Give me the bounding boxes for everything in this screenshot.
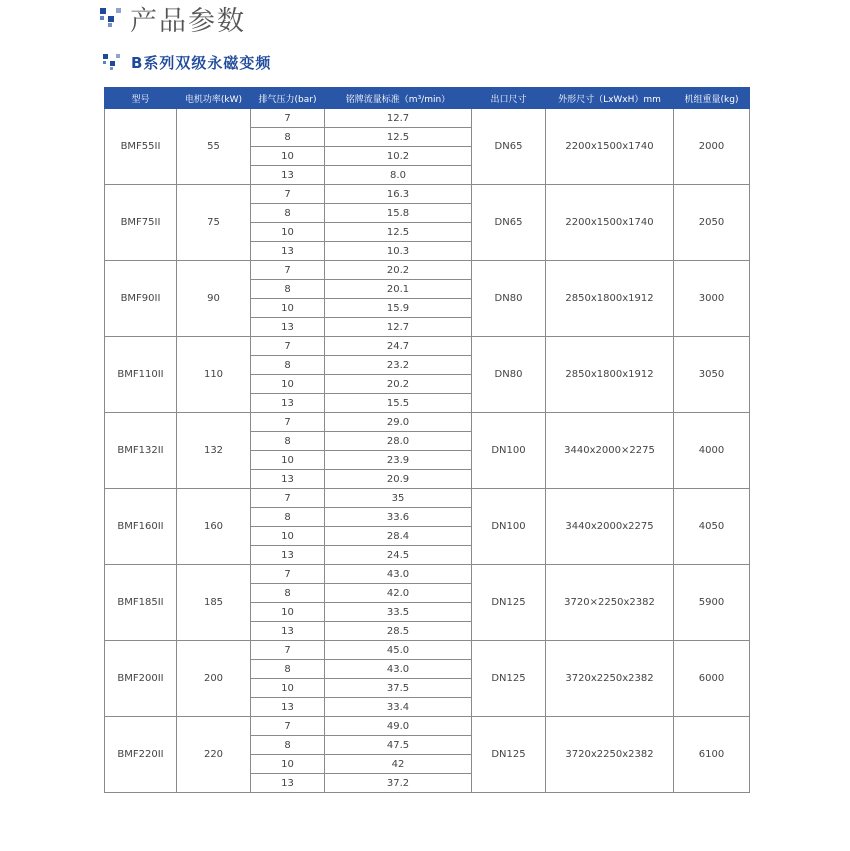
model-cell: BMF90II	[105, 261, 177, 337]
flow-cell: 24.5	[325, 546, 472, 565]
flow-cell: 47.5	[325, 736, 472, 755]
flow-cell: 15.8	[325, 204, 472, 223]
dimensions-cell: 3720×2250x2382	[546, 565, 674, 641]
brand-squares-icon	[100, 8, 122, 28]
table-header-row	[105, 88, 750, 109]
outlet-cell: DN100	[472, 489, 546, 565]
dimensions-cell: 2850x1800x1912	[546, 261, 674, 337]
weight-cell: 3000	[674, 261, 750, 337]
pressure-cell: 10	[251, 223, 325, 242]
flow-cell: 10.3	[325, 242, 472, 261]
pressure-cell: 13	[251, 698, 325, 717]
flow-cell: 29.0	[325, 413, 472, 432]
pressure-cell: 10	[251, 679, 325, 698]
col-header-outlet: 出口尺寸	[472, 88, 546, 109]
flow-cell: 16.3	[325, 185, 472, 204]
pressure-cell: 7	[251, 109, 325, 128]
pressure-cell: 10	[251, 451, 325, 470]
pressure-cell: 8	[251, 280, 325, 299]
table-body	[105, 109, 750, 793]
table-row	[105, 489, 750, 508]
pressure-cell: 8	[251, 584, 325, 603]
flow-cell: 20.1	[325, 280, 472, 299]
flow-cell: 35	[325, 489, 472, 508]
power-cell: 160	[177, 489, 251, 565]
weight-cell: 6000	[674, 641, 750, 717]
pressure-cell: 8	[251, 432, 325, 451]
pressure-cell: 7	[251, 185, 325, 204]
pressure-cell: 7	[251, 337, 325, 356]
power-cell: 55	[177, 109, 251, 185]
flow-cell: 20.2	[325, 261, 472, 280]
pressure-cell: 13	[251, 546, 325, 565]
col-header-flow: 铭牌流量标准（m³/min）	[325, 88, 472, 109]
table-row	[105, 185, 750, 204]
flow-cell: 20.2	[325, 375, 472, 394]
pressure-cell: 13	[251, 394, 325, 413]
flow-cell: 12.5	[325, 223, 472, 242]
power-cell: 75	[177, 185, 251, 261]
page-header	[100, 0, 246, 36]
flow-cell: 49.0	[325, 717, 472, 736]
power-cell: 110	[177, 337, 251, 413]
dimensions-cell: 3440x2000x2275	[546, 489, 674, 565]
outlet-cell: DN80	[472, 337, 546, 413]
pressure-cell: 8	[251, 356, 325, 375]
table-row	[105, 337, 750, 356]
model-cell: BMF55II	[105, 109, 177, 185]
weight-cell: 5900	[674, 565, 750, 641]
flow-cell: 42.0	[325, 584, 472, 603]
pressure-cell: 7	[251, 261, 325, 280]
flow-cell: 43.0	[325, 565, 472, 584]
pressure-cell: 10	[251, 755, 325, 774]
flow-cell: 24.7	[325, 337, 472, 356]
table-row	[105, 717, 750, 736]
table-row	[105, 109, 750, 128]
model-cell: BMF110II	[105, 337, 177, 413]
flow-cell: 15.5	[325, 394, 472, 413]
table-row	[105, 413, 750, 432]
pressure-cell: 7	[251, 641, 325, 660]
flow-cell: 28.0	[325, 432, 472, 451]
pressure-cell: 10	[251, 527, 325, 546]
model-cell: BMF160II	[105, 489, 177, 565]
pressure-cell: 8	[251, 736, 325, 755]
col-header-weight: 机组重量(kg)	[674, 88, 750, 109]
pressure-cell: 7	[251, 565, 325, 584]
pressure-cell: 13	[251, 318, 325, 337]
weight-cell: 4000	[674, 413, 750, 489]
pressure-cell: 8	[251, 508, 325, 527]
flow-cell: 8.0	[325, 166, 472, 185]
flow-cell: 12.7	[325, 109, 472, 128]
outlet-cell: DN125	[472, 565, 546, 641]
section-title: B系列双级永磁变频	[131, 53, 272, 72]
table-row	[105, 641, 750, 660]
flow-cell: 20.9	[325, 470, 472, 489]
flow-cell: 42	[325, 755, 472, 774]
pressure-cell: 8	[251, 128, 325, 147]
pressure-cell: 13	[251, 470, 325, 489]
pressure-cell: 7	[251, 717, 325, 736]
dimensions-cell: 2850x1800x1912	[546, 337, 674, 413]
dimensions-cell: 2200x1500x1740	[546, 185, 674, 261]
outlet-cell: DN100	[472, 413, 546, 489]
pressure-cell: 7	[251, 489, 325, 508]
flow-cell: 33.5	[325, 603, 472, 622]
power-cell: 132	[177, 413, 251, 489]
flow-cell: 37.2	[325, 774, 472, 793]
pressure-cell: 10	[251, 603, 325, 622]
flow-cell: 33.4	[325, 698, 472, 717]
flow-cell: 28.4	[325, 527, 472, 546]
flow-cell: 28.5	[325, 622, 472, 641]
power-cell: 185	[177, 565, 251, 641]
weight-cell: 3050	[674, 337, 750, 413]
pressure-cell: 13	[251, 242, 325, 261]
col-header-power: 电机功率(kW)	[177, 88, 251, 109]
model-cell: BMF220II	[105, 717, 177, 793]
pressure-cell: 13	[251, 774, 325, 793]
power-cell: 200	[177, 641, 251, 717]
section-squares-icon	[103, 54, 121, 70]
weight-cell: 2050	[674, 185, 750, 261]
model-cell: BMF75II	[105, 185, 177, 261]
power-cell: 90	[177, 261, 251, 337]
flow-cell: 15.9	[325, 299, 472, 318]
power-cell: 220	[177, 717, 251, 793]
col-header-dimensions: 外形尺寸（LxWxH）mm	[546, 88, 674, 109]
flow-cell: 43.0	[325, 660, 472, 679]
model-cell: BMF200II	[105, 641, 177, 717]
dimensions-cell: 2200x1500x1740	[546, 109, 674, 185]
outlet-cell: DN65	[472, 109, 546, 185]
outlet-cell: DN125	[472, 641, 546, 717]
pressure-cell: 13	[251, 166, 325, 185]
section-header	[103, 52, 271, 72]
pressure-cell: 8	[251, 660, 325, 679]
flow-cell: 37.5	[325, 679, 472, 698]
model-cell: BMF185II	[105, 565, 177, 641]
dimensions-cell: 3440x2000×2275	[546, 413, 674, 489]
table-row	[105, 261, 750, 280]
pressure-cell: 10	[251, 375, 325, 394]
outlet-cell: DN125	[472, 717, 546, 793]
flow-cell: 12.5	[325, 128, 472, 147]
weight-cell: 2000	[674, 109, 750, 185]
flow-cell: 45.0	[325, 641, 472, 660]
flow-cell: 23.2	[325, 356, 472, 375]
pressure-cell: 8	[251, 204, 325, 223]
spec-table	[104, 87, 750, 793]
flow-cell: 12.7	[325, 318, 472, 337]
weight-cell: 6100	[674, 717, 750, 793]
col-header-pressure: 排气压力(bar)	[251, 88, 325, 109]
flow-cell: 10.2	[325, 147, 472, 166]
col-header-model: 型号	[105, 88, 177, 109]
model-cell: BMF132II	[105, 413, 177, 489]
pressure-cell: 7	[251, 413, 325, 432]
weight-cell: 4050	[674, 489, 750, 565]
page-title: 产品参数	[130, 5, 246, 37]
pressure-cell: 13	[251, 622, 325, 641]
outlet-cell: DN65	[472, 185, 546, 261]
flow-cell: 23.9	[325, 451, 472, 470]
pressure-cell: 10	[251, 147, 325, 166]
dimensions-cell: 3720x2250x2382	[546, 641, 674, 717]
outlet-cell: DN80	[472, 261, 546, 337]
dimensions-cell: 3720x2250x2382	[546, 717, 674, 793]
table-row	[105, 565, 750, 584]
pressure-cell: 10	[251, 299, 325, 318]
flow-cell: 33.6	[325, 508, 472, 527]
